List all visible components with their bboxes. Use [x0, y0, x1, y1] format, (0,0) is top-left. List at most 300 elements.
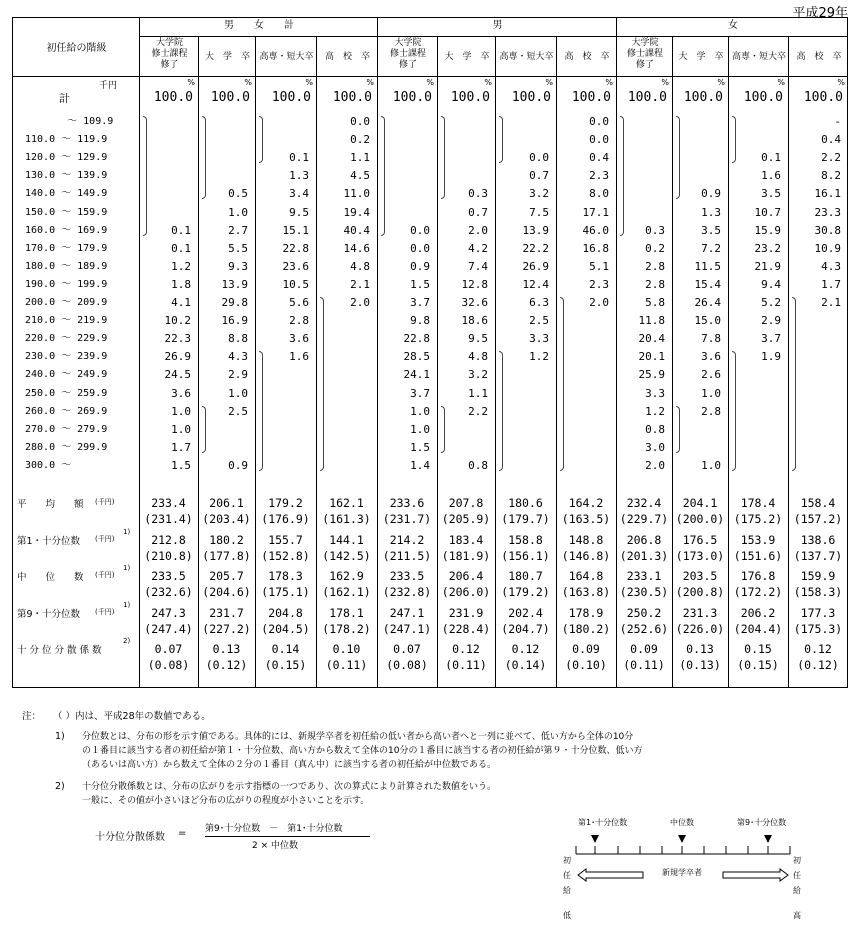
total-value: 100.0 — [450, 90, 490, 105]
bracket — [676, 116, 680, 199]
stat-value: 214.2 — [389, 532, 425, 547]
class-range-label: 160.0 ～ 169.9 — [25, 224, 108, 236]
class-value: 30.8 — [814, 223, 841, 237]
unit-percent: % — [605, 78, 613, 87]
class-value: 1.0 — [228, 386, 248, 400]
stat-label: 中 位 数 — [17, 572, 84, 583]
unit-percent: % — [484, 78, 492, 87]
stat-value: 247.3 — [151, 605, 186, 620]
diagram-d9-label: 第9･十分位数 — [737, 818, 787, 827]
class-range-label: 190.0 ～ 199.9 — [25, 278, 108, 290]
stat-value: 212.8 — [151, 532, 186, 547]
column-header: 高専・短大卒 — [259, 52, 314, 62]
class-value: 15.4 — [694, 277, 721, 291]
class-value: 11.0 — [343, 187, 370, 201]
class-value: 3.6 — [289, 332, 309, 346]
class-value: 2.8 — [645, 277, 665, 291]
class-value: 9.3 — [228, 259, 248, 273]
diagram-right-char: 任 — [793, 871, 801, 880]
column-header: 高専・短大卒 — [499, 52, 554, 62]
column-header: 大学院 修士課程 修了 — [151, 38, 188, 70]
class-value: 7.5 — [529, 205, 549, 219]
stat-prev-value: (205.9) — [441, 512, 491, 526]
class-value: 0.9 — [228, 458, 248, 472]
stat-value: 178.3 — [268, 569, 303, 583]
class-value: 9.5 — [468, 332, 488, 346]
class-value: 3.7 — [761, 332, 781, 346]
stat-prev-value: (175.1) — [261, 585, 310, 599]
stat-prev-value: (211.5) — [382, 548, 432, 563]
stat-value: 233.1 — [626, 569, 662, 583]
class-value: 0.0 — [589, 133, 609, 147]
bracket — [441, 406, 445, 453]
d1-marker-icon — [591, 835, 599, 843]
class-value: 2.3 — [589, 169, 609, 183]
class-range-label: 130.0 ～ 139.9 — [25, 170, 108, 182]
class-value: 0.7 — [468, 205, 488, 219]
note-1-line: 分位数とは、分布の形を示す値である。具体的には、新規学卒者を初任給の低い者から高い者へと一列に並べて、低い方から全体の10分 — [82, 732, 634, 742]
class-value: 2.0 — [350, 296, 370, 309]
class-value: 1.2 — [645, 404, 665, 418]
stat-prev-value: (0.11) — [623, 658, 665, 672]
d9-marker-icon — [764, 835, 772, 843]
class-value: 0.3 — [645, 223, 665, 237]
class-value: 2.9 — [228, 368, 248, 382]
stat-prev-value: (203.4) — [202, 512, 251, 526]
class-value: 1.0 — [171, 404, 191, 418]
class-value: 2.1 — [350, 277, 370, 291]
class-value: 23.3 — [814, 205, 841, 219]
class-value: 3.5 — [701, 223, 721, 237]
unit-percent: % — [426, 78, 434, 87]
bracket — [259, 351, 263, 471]
class-value: 5.1 — [589, 259, 609, 273]
class-value: 14.6 — [343, 241, 370, 255]
stat-note-ref: 1) — [123, 527, 131, 536]
bracket — [320, 297, 324, 471]
class-value: 1.7 — [821, 277, 841, 291]
class-value: 22.8 — [282, 241, 309, 255]
stat-value: 233.5 — [151, 569, 186, 583]
class-value: 20.1 — [638, 350, 665, 364]
stat-unit: (千円) — [95, 498, 115, 506]
class-value: 1.5 — [410, 277, 430, 291]
stat-value: 178.9 — [568, 605, 604, 620]
class-value: 0.8 — [645, 422, 665, 436]
class-value: 9.5 — [289, 205, 309, 219]
stat-prev-value: (201.3) — [619, 548, 669, 563]
class-value: 5.2 — [761, 296, 781, 309]
unit-percent: % — [366, 78, 374, 87]
stat-value: 231.7 — [209, 605, 244, 620]
class-value: 5.6 — [289, 296, 309, 309]
class-value: 1.3 — [701, 205, 721, 219]
formula-denominator: 2 × 中位数 — [252, 841, 298, 851]
class-value: 24.5 — [164, 368, 191, 382]
stat-label: 第1・十分位数 — [17, 535, 81, 547]
stat-value: 159.9 — [800, 569, 836, 583]
note-2-line: 十分位分散係数とは、分布の広がりを示す指標の一つであり、次の算式により計算された数値をいう。 — [82, 782, 497, 792]
class-range-label: 250.0 ～ 259.9 — [25, 387, 108, 399]
stat-value: 0.10 — [332, 642, 361, 656]
diagram-right-char: 給 — [793, 886, 801, 895]
bracket — [441, 116, 445, 199]
stat-value: 206.8 — [626, 532, 662, 547]
stat-prev-value: (0.08) — [386, 658, 428, 672]
stat-value: 176.8 — [740, 569, 776, 583]
class-value: 16.1 — [814, 187, 841, 201]
unit-thousand-yen: 千円 — [98, 81, 117, 91]
class-range-label: 260.0 ～ 269.9 — [25, 405, 108, 417]
class-value: 3.5 — [761, 187, 781, 201]
class-value: 0.3 — [468, 187, 488, 201]
stat-prev-value: (228.4) — [441, 621, 491, 636]
stat-value: 231.3 — [682, 605, 718, 620]
bracket — [143, 116, 147, 236]
stat-prev-value: (179.7) — [501, 512, 550, 526]
stat-prev-value: (180.2) — [561, 621, 611, 636]
bracket — [732, 116, 736, 163]
stat-value: 164.8 — [568, 569, 604, 583]
note-2-line: 一般に、その値が小さいほど分布の広がりの程度が小さいことを示す。 — [82, 796, 370, 806]
stat-value: 176.5 — [682, 532, 718, 547]
stat-prev-value: (137.7) — [793, 548, 843, 563]
stat-value: 178.4 — [740, 496, 776, 510]
class-value: 4.8 — [468, 350, 488, 364]
class-value: 3.7 — [410, 386, 430, 400]
class-value: 3.2 — [468, 368, 488, 382]
class-value: 1.0 — [701, 458, 721, 472]
class-value: 1.0 — [228, 205, 248, 219]
class-value: 0.1 — [761, 151, 781, 165]
fraction-bar — [205, 836, 370, 837]
header-divider — [139, 36, 848, 37]
stat-prev-value: (163.5) — [561, 512, 611, 526]
stat-value: 206.2 — [740, 605, 776, 620]
class-value: 10.9 — [814, 241, 841, 255]
stat-value: 177.3 — [800, 605, 836, 620]
stat-value: 205.7 — [209, 569, 244, 583]
class-value: 2.9 — [761, 314, 781, 328]
class-value: 3.4 — [289, 187, 309, 201]
class-value: 0.2 — [350, 133, 370, 147]
stat-prev-value: (161.3) — [322, 512, 371, 526]
stat-value: 0.15 — [744, 642, 772, 656]
class-value: 0.9 — [701, 187, 721, 201]
stat-note-ref: 2) — [123, 637, 131, 645]
stat-prev-value: (206.0) — [441, 585, 491, 599]
class-value: 1.3 — [289, 169, 309, 183]
stat-prev-value: (230.5) — [619, 585, 669, 599]
median-marker-icon — [678, 835, 686, 843]
class-value: 7.2 — [701, 241, 721, 255]
class-value: 4.5 — [350, 169, 370, 183]
total-value: 100.0 — [271, 90, 311, 105]
stat-value: 148.8 — [568, 532, 604, 547]
stat-value: 202.4 — [508, 605, 543, 620]
class-value: 5.8 — [645, 296, 665, 309]
bracket — [202, 406, 206, 453]
class-value: 2.1 — [821, 296, 841, 309]
stat-prev-value: (0.11) — [325, 658, 368, 672]
class-value: 1.5 — [410, 440, 430, 454]
class-value: 8.0 — [589, 187, 609, 201]
class-value: 0.2 — [645, 241, 665, 255]
stat-value: 231.9 — [448, 605, 484, 620]
stat-prev-value: (0.14) — [504, 658, 547, 672]
bracket — [560, 297, 564, 471]
stat-value: 162.9 — [329, 569, 364, 583]
total-value: 100.0 — [683, 90, 723, 105]
class-value: 7.4 — [468, 259, 488, 273]
class-value: 0.1 — [171, 223, 191, 237]
stat-value: 204.1 — [682, 496, 718, 510]
column-header: 大学院 修士課程 修了 — [626, 38, 663, 70]
class-value: 3.0 — [645, 440, 665, 454]
stat-unit: (千円) — [95, 534, 115, 543]
class-value: 24.1 — [403, 368, 430, 382]
stat-prev-value: (0.11) — [445, 658, 487, 672]
class-range-label: ～ 109.9 — [25, 116, 114, 127]
unit-percent: % — [244, 78, 252, 87]
diagram-median-label: 中位数 — [670, 818, 694, 827]
class-value: 3.6 — [171, 386, 191, 400]
bracket — [732, 351, 736, 471]
class-range-label: 270.0 ～ 279.9 — [25, 423, 108, 435]
stat-prev-value: (204.7) — [501, 621, 550, 636]
stat-note-ref: 1) — [123, 564, 131, 572]
class-value: 17.1 — [582, 205, 609, 219]
total-value: 100.0 — [803, 90, 843, 105]
class-value: 23.6 — [282, 259, 309, 273]
class-value: 1.0 — [410, 422, 430, 436]
year-label: 平成29年 — [792, 6, 848, 21]
class-value: 19.4 — [343, 205, 370, 219]
stat-prev-value: (231.4) — [144, 512, 193, 526]
class-value: 16.8 — [582, 241, 609, 255]
stat-value: 155.7 — [268, 532, 303, 547]
class-value: 20.4 — [638, 332, 665, 346]
stat-value: 233.6 — [389, 496, 425, 510]
class-value: 2.8 — [289, 314, 309, 328]
stat-prev-value: (157.2) — [793, 512, 843, 526]
stat-value: 232.4 — [626, 496, 662, 510]
class-value: 21.9 — [754, 259, 781, 273]
bracket — [499, 351, 503, 471]
unit-percent: % — [305, 78, 313, 87]
class-value: 3.2 — [529, 187, 549, 201]
unit-percent: % — [717, 78, 725, 87]
stat-value: 233.4 — [151, 496, 186, 510]
class-range-label: 120.0 ～ 129.9 — [25, 152, 108, 164]
stat-prev-value: (227.2) — [202, 621, 251, 636]
note-2-number: 2) — [55, 781, 65, 792]
class-value: 0.8 — [468, 458, 488, 472]
column-header: 大 学 卒 — [678, 52, 724, 62]
bracket — [202, 116, 206, 199]
class-range-label: 220.0 ～ 229.9 — [25, 333, 108, 345]
total-value: 100.0 — [743, 90, 783, 105]
class-value: 7.8 — [701, 332, 721, 346]
class-range-label: 240.0 ～ 249.9 — [25, 369, 108, 381]
stat-prev-value: (172.2) — [733, 585, 783, 599]
diagram-right-end: 高 — [793, 911, 801, 920]
class-value: 15.1 — [282, 223, 309, 237]
stat-value: 0.12 — [452, 642, 480, 656]
stat-label: 第9・十分位数 — [17, 608, 81, 620]
stat-value: 180.6 — [508, 496, 543, 510]
unit-percent: % — [837, 78, 845, 87]
stat-value: 0.09 — [630, 642, 658, 656]
class-value: 0.0 — [410, 241, 430, 255]
total-value: 100.0 — [511, 90, 551, 105]
class-value: 6.3 — [529, 296, 549, 309]
class-value: 4.1 — [171, 296, 191, 309]
class-value: 4.3 — [228, 350, 248, 364]
stat-value: 153.9 — [740, 532, 776, 547]
formula-lhs: 十分位分散係数 — [95, 832, 165, 843]
stat-prev-value: (162.1) — [322, 585, 371, 599]
class-range-label: 300.0 ～ — [25, 459, 72, 471]
stat-prev-value: (252.6) — [619, 621, 669, 636]
stat-value: 164.2 — [568, 496, 604, 510]
class-value: 1.8 — [171, 277, 191, 291]
class-value: 2.5 — [529, 314, 549, 328]
stat-prev-value: (179.2) — [501, 585, 550, 599]
bracket — [499, 116, 503, 163]
class-value: 1.2 — [171, 259, 191, 273]
class-value: 2.5 — [228, 404, 248, 418]
stat-value: 178.1 — [329, 605, 364, 620]
stat-prev-value: (177.8) — [202, 548, 251, 563]
column-header: 高 校 卒 — [796, 52, 842, 62]
stat-value: 183.4 — [448, 532, 484, 547]
stat-unit: (千円) — [95, 607, 115, 616]
class-value: 3.3 — [529, 332, 549, 346]
notes-prefix: 注： — [22, 711, 42, 722]
class-range-label: 280.0 ～ 299.9 — [25, 441, 108, 453]
class-value: 5.5 — [228, 241, 248, 255]
class-value: 2.8 — [645, 259, 665, 273]
class-range-label: 150.0 ～ 159.9 — [25, 206, 108, 218]
class-value: 12.4 — [522, 277, 549, 291]
stat-prev-value: (176.9) — [261, 512, 310, 526]
stat-value: 247.1 — [389, 605, 425, 620]
stat-value: 158.8 — [508, 532, 543, 547]
class-value: 1.2 — [529, 350, 549, 364]
class-value: 0.0 — [529, 151, 549, 165]
stat-value: 144.1 — [329, 532, 364, 547]
class-value: 26.9 — [164, 350, 191, 364]
axis-ticks — [576, 846, 790, 854]
stat-prev-value: (178.2) — [322, 621, 371, 636]
stat-prev-value: (0.10) — [565, 658, 607, 672]
row-header-label: 初任給の階級 — [46, 43, 107, 54]
diagram-right-char: 初 — [793, 856, 801, 865]
unit-percent: % — [187, 78, 195, 87]
stat-prev-value: (0.13) — [679, 658, 721, 672]
stat-prev-value: (229.7) — [619, 512, 669, 526]
unit-percent: % — [661, 78, 669, 87]
class-value: 26.4 — [694, 296, 721, 309]
stat-prev-value: (247.1) — [382, 621, 432, 636]
total-value: 100.0 — [627, 90, 667, 105]
class-value: 0.4 — [821, 133, 841, 147]
class-range-label: 140.0 ～ 149.9 — [25, 188, 108, 200]
stat-prev-value: (226.0) — [675, 621, 725, 636]
diagram-left-end: 低 — [563, 911, 571, 920]
class-value: 13.9 — [221, 277, 248, 291]
bracket — [676, 406, 680, 453]
class-value: 23.2 — [754, 241, 781, 255]
class-value: 2.3 — [589, 277, 609, 291]
stat-value: 0.13 — [686, 642, 714, 656]
class-range-label: 110.0 ～ 119.9 — [25, 134, 108, 146]
class-value: 29.8 — [221, 296, 248, 309]
class-value: 32.6 — [461, 296, 488, 309]
class-value: 2.0 — [589, 296, 609, 309]
stat-note-ref: 1) — [123, 600, 131, 609]
stat-prev-value: (152.8) — [261, 548, 310, 563]
diagram-axis — [550, 805, 865, 951]
stat-value: 0.12 — [804, 642, 832, 656]
class-value: 1.6 — [289, 350, 309, 364]
class-value: 0.1 — [171, 241, 191, 255]
class-range-label: 170.0 ～ 179.9 — [25, 242, 108, 254]
class-value: 3.7 — [410, 296, 430, 309]
diagram-left-char: 給 — [563, 886, 571, 895]
stat-value: 207.8 — [448, 496, 484, 510]
class-value: 1.9 — [761, 350, 781, 364]
stat-value: 162.1 — [329, 496, 364, 510]
class-value: 1.1 — [350, 151, 370, 165]
stat-prev-value: (210.8) — [144, 548, 193, 563]
stat-value: 0.09 — [572, 642, 600, 656]
stat-prev-value: (200.8) — [675, 585, 725, 599]
class-value: - — [834, 115, 841, 128]
class-value: 2.0 — [468, 223, 488, 237]
stat-prev-value: (200.0) — [675, 512, 725, 526]
class-value: 25.9 — [638, 368, 665, 382]
column-header: 高専・短大卒 — [731, 52, 786, 62]
class-value: 1.4 — [410, 458, 430, 472]
stat-prev-value: (158.3) — [793, 585, 843, 599]
column-header: 大 学 卒 — [204, 52, 250, 62]
class-value: 28.5 — [403, 350, 430, 364]
stat-label: 十 分 位 分 散 係 数 — [17, 645, 102, 656]
class-value: 16.9 — [221, 314, 248, 328]
class-value: 22.8 — [403, 332, 430, 346]
class-value: 40.4 — [343, 223, 370, 237]
stat-value: 250.2 — [626, 605, 662, 620]
diagram-d1-label: 第1･十分位数 — [578, 818, 628, 827]
formula-equals: = — [178, 828, 187, 839]
class-value: 15.9 — [754, 223, 781, 237]
column-header: 高 校 卒 — [564, 52, 610, 62]
stat-prev-value: (204.4) — [733, 621, 783, 636]
notes-intro: （ ）内は、平成28年の数値である。 — [53, 711, 211, 722]
stat-prev-value: (231.7) — [382, 512, 432, 526]
bracket — [381, 116, 385, 236]
total-row-label: 計 — [59, 92, 70, 105]
class-value: 12.8 — [461, 277, 488, 291]
total-value: 100.0 — [332, 90, 372, 105]
class-value: 11.8 — [638, 314, 665, 328]
stat-value: 0.13 — [212, 642, 241, 656]
class-range-label: 200.0 ～ 209.9 — [25, 297, 108, 308]
stat-value: 0.07 — [393, 642, 421, 656]
class-value: 22.3 — [164, 332, 191, 346]
